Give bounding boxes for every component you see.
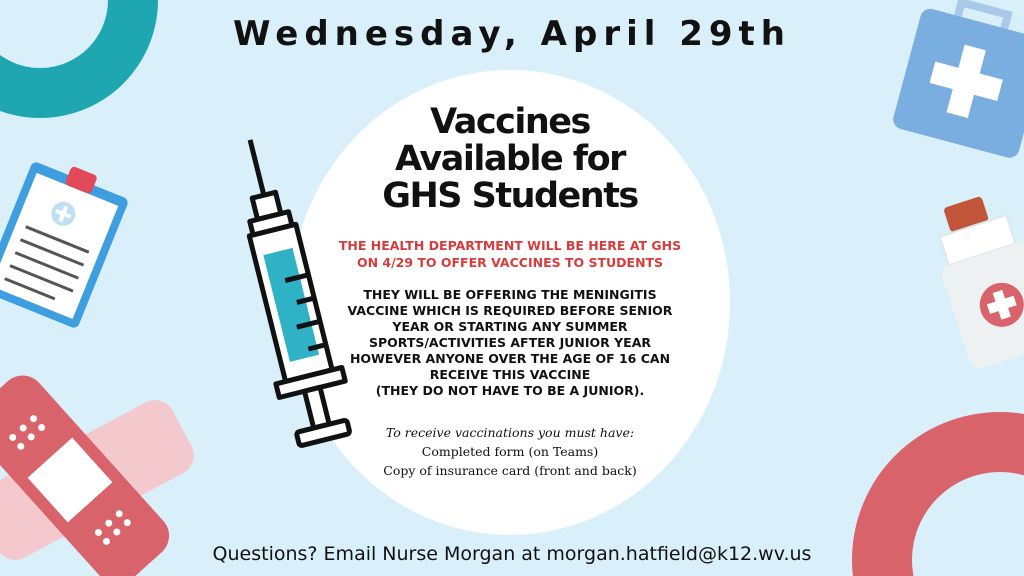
- details-line: (THEY DO NOT HAVE TO BE A JUNIOR).: [375, 383, 645, 398]
- requirements: [300, 423, 720, 480]
- flyer-title: [300, 104, 720, 215]
- details-line: YEAR OR STARTING ANY SUMMER: [392, 319, 628, 334]
- title-line: GHS Students: [382, 176, 638, 216]
- details-line: SPORTS/ACTIVITIES AFTER JUNIOR YEAR: [368, 335, 652, 350]
- contact-footer: Questions? Email Nurse Morgan at morgan.hatfield@k12.wv.us: [212, 543, 812, 565]
- details-line: THEY WILL BE OFFERING THE MENINGITIS: [363, 287, 657, 302]
- details-text: [300, 287, 720, 399]
- details-line: RECEIVE THIS VACCINE: [429, 367, 591, 382]
- title-line: Vaccines: [430, 102, 590, 142]
- notice-line: ON 4/29 TO OFFER VACCINES TO STUDENTS: [356, 255, 664, 270]
- requirement-item: Completed form (on Teams): [421, 444, 599, 459]
- notice-line: THE HEALTH DEPARTMENT WILL BE HERE AT GHS: [338, 238, 682, 253]
- details-line: VACCINE WHICH IS REQUIRED BEFORE SENIOR: [347, 303, 673, 318]
- requirement-item: Copy of insurance card (front and back): [383, 463, 637, 478]
- title-line: Available for: [395, 139, 625, 179]
- requirements-intro: To receive vaccinations you must have:: [385, 425, 635, 440]
- details-line: HOWEVER ANYONE OVER THE AGE OF 16 CAN: [349, 351, 671, 366]
- notice-text: [300, 237, 720, 271]
- event-date: Wednesday, April 29th: [232, 14, 792, 54]
